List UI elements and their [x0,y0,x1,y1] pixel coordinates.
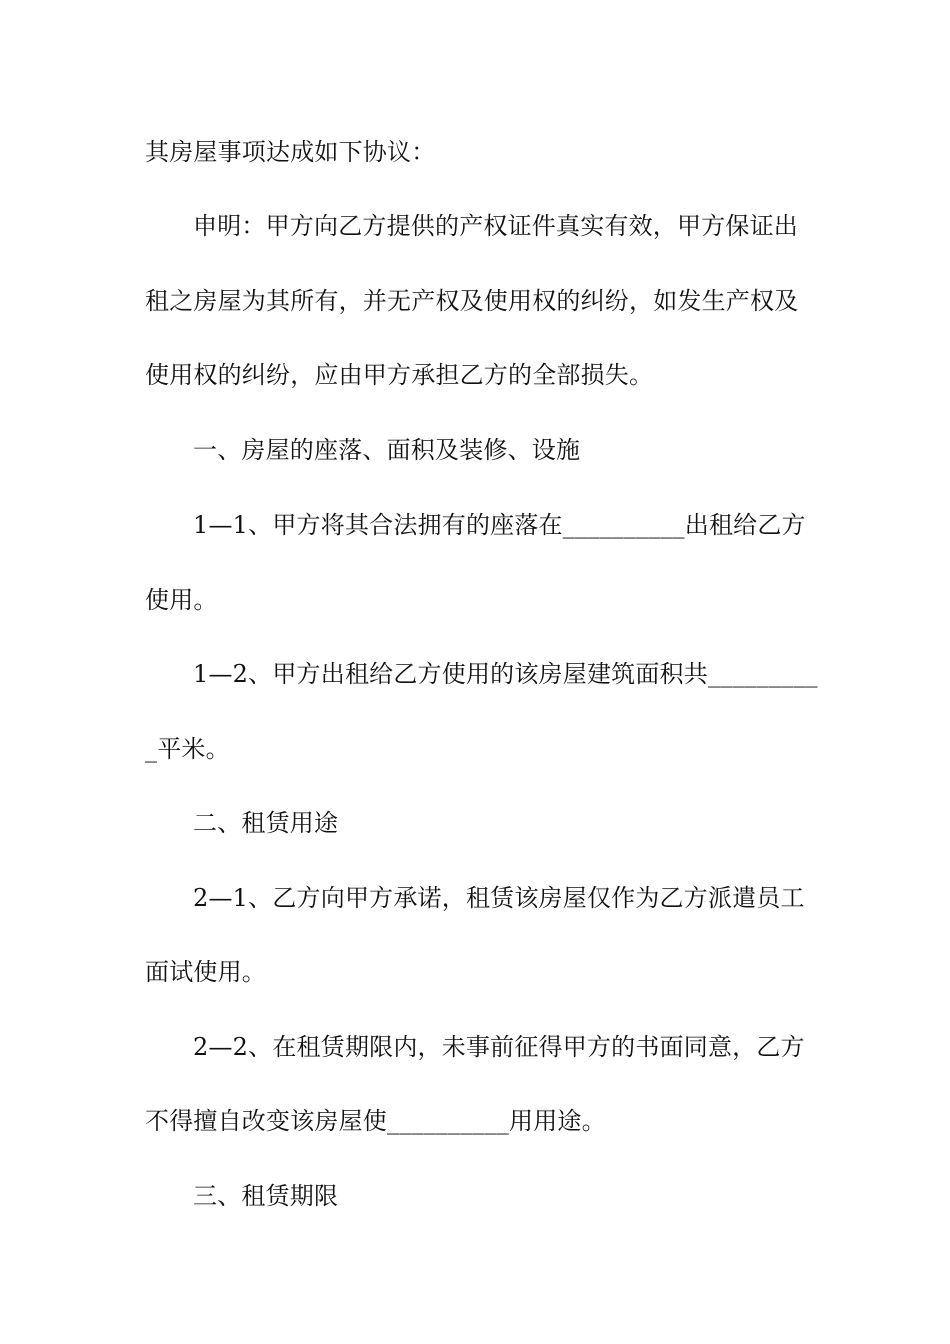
clause-2-1-line-2: 面试使用。 [145,958,266,986]
text-line: 其房屋事项达成如下协议： [145,138,436,166]
clause-1-2-line-2: _平米。 [145,735,230,763]
clause-1-2-line-1: 1—2、甲方出租给乙方使用的该房屋建筑面积共_________ [193,660,818,688]
clause-2-2-line-1: 2—2、在租赁期限内，未事前征得甲方的书面同意，乙方 [193,1033,805,1061]
section-heading-3: 三、租赁期限 [193,1182,339,1210]
clause-2-2-line-2: 不得擅自改变该房屋使__________用用途。 [145,1107,606,1135]
clause-2-1-line-1: 2—1、乙方向甲方承诺，租赁该房屋仅作为乙方派遣员工 [193,884,805,912]
section-heading-1: 一、房屋的座落、面积及装修、设施 [193,436,581,464]
clause-1-1-line-1: 1—1、甲方将其合法拥有的座落在__________出租给乙方 [193,511,806,539]
paragraph-declaration-line-3: 使用权的纠纷，应由甲方承担乙方的全部损失。 [145,361,654,389]
clause-1-1-line-2: 使用。 [145,586,218,614]
paragraph-declaration-line-2: 租之房屋为其所有，并无产权及使用权的纠纷，如发生产权及 [145,287,799,315]
section-heading-2: 二、租赁用途 [193,809,339,837]
paragraph-declaration-line-1: 申明：甲方向乙方提供的产权证件真实有效，甲方保证出 [193,212,798,240]
